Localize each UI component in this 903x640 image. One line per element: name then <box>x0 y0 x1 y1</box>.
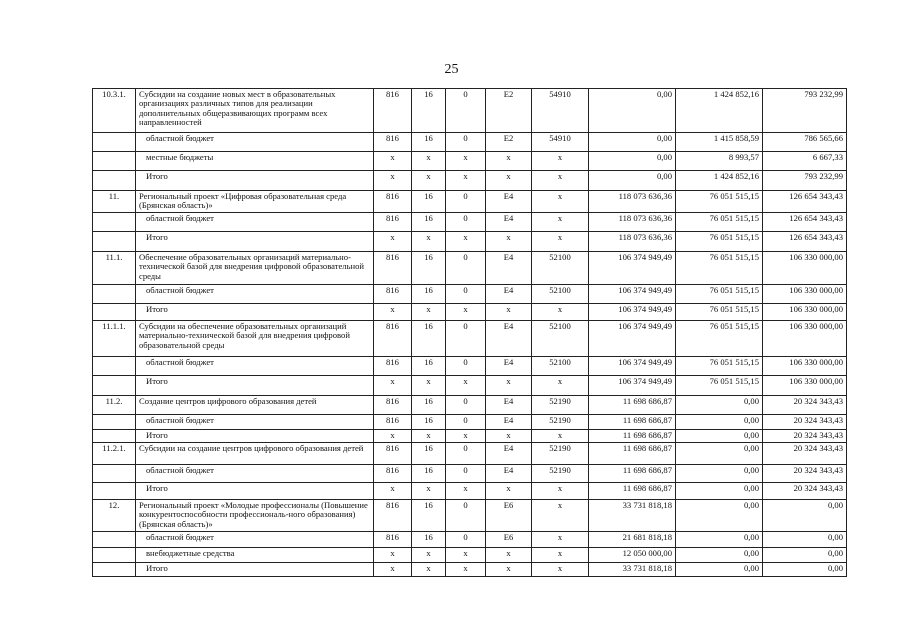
amount-year3-cell: 126 654 343,43 <box>763 191 847 213</box>
row-number-cell <box>93 376 136 396</box>
amount-year3-cell: 106 330 000,00 <box>763 357 847 376</box>
amount-year2-cell: 76 051 515,15 <box>676 213 763 232</box>
amount-year1-cell: 11 698 686,87 <box>589 415 676 430</box>
amount-year1-cell: 11 698 686,87 <box>589 465 676 483</box>
code-pr-cell: x <box>446 430 486 443</box>
code-pr-cell: 0 <box>446 285 486 304</box>
amount-year1-cell: 106 374 949,49 <box>589 252 676 285</box>
table-row <box>93 152 847 171</box>
code-pr-cell: 0 <box>446 252 486 285</box>
description-cell: Итого <box>136 376 374 396</box>
code-direction-cell: x <box>532 548 589 563</box>
code-rz-cell: 16 <box>412 285 446 304</box>
amount-year1-cell: 106 374 949,49 <box>589 376 676 396</box>
code-gr-cell: x <box>374 483 412 500</box>
code-rz-cell: x <box>412 304 446 321</box>
table-row <box>93 500 847 532</box>
description-cell: местные бюджеты <box>136 152 374 171</box>
amount-year1-cell: 106 374 949,49 <box>589 321 676 357</box>
row-number-cell <box>93 415 136 430</box>
code-pr-cell: x <box>446 483 486 500</box>
code-direction-cell: 52190 <box>532 415 589 430</box>
code-rz-cell: x <box>412 430 446 443</box>
code-direction-cell: 52100 <box>532 357 589 376</box>
amount-year1-cell: 106 374 949,49 <box>589 357 676 376</box>
code-gr-cell: 816 <box>374 89 412 133</box>
row-number-cell <box>93 548 136 563</box>
code-pr-cell: x <box>446 304 486 321</box>
table-row <box>93 357 847 376</box>
code-rz-cell: 16 <box>412 465 446 483</box>
row-number-cell <box>93 171 136 191</box>
table-row <box>93 133 847 152</box>
code-project-cell: E4 <box>486 465 532 483</box>
code-pr-cell: x <box>446 376 486 396</box>
amount-year2-cell: 0,00 <box>676 563 763 577</box>
amount-year1-cell: 118 073 636,36 <box>589 191 676 213</box>
amount-year3-cell: 106 330 000,00 <box>763 376 847 396</box>
row-number-cell <box>93 152 136 171</box>
row-number-cell <box>93 285 136 304</box>
code-gr-cell: 816 <box>374 532 412 548</box>
code-project-cell: x <box>486 563 532 577</box>
table-row <box>93 396 847 415</box>
code-pr-cell: x <box>446 232 486 252</box>
row-number-cell <box>93 563 136 577</box>
amount-year1-cell: 0,00 <box>589 133 676 152</box>
amount-year1-cell: 118 073 636,36 <box>589 213 676 232</box>
code-pr-cell: 0 <box>446 133 486 152</box>
row-number-cell <box>93 430 136 443</box>
amount-year3-cell: 106 330 000,00 <box>763 321 847 357</box>
table-row <box>93 304 847 321</box>
code-pr-cell: 0 <box>446 500 486 532</box>
amount-year2-cell: 1 415 858,59 <box>676 133 763 152</box>
code-pr-cell: 0 <box>446 357 486 376</box>
amount-year2-cell: 1 424 852,16 <box>676 171 763 191</box>
code-direction-cell: 52100 <box>532 285 589 304</box>
amount-year3-cell: 126 654 343,43 <box>763 232 847 252</box>
row-number-cell <box>93 483 136 500</box>
code-project-cell: x <box>486 430 532 443</box>
table-row <box>93 532 847 548</box>
amount-year3-cell: 793 232,99 <box>763 89 847 133</box>
code-project-cell: E4 <box>486 415 532 430</box>
code-gr-cell: 816 <box>374 465 412 483</box>
code-rz-cell: x <box>412 376 446 396</box>
code-gr-cell: 816 <box>374 213 412 232</box>
code-gr-cell: 816 <box>374 443 412 465</box>
amount-year2-cell: 76 051 515,15 <box>676 232 763 252</box>
code-project-cell: x <box>486 232 532 252</box>
code-gr-cell: 816 <box>374 191 412 213</box>
code-direction-cell: 54910 <box>532 133 589 152</box>
amount-year2-cell: 76 051 515,15 <box>676 191 763 213</box>
table-row <box>93 191 847 213</box>
amount-year2-cell: 0,00 <box>676 500 763 532</box>
amount-year2-cell: 0,00 <box>676 396 763 415</box>
amount-year3-cell: 0,00 <box>763 532 847 548</box>
code-rz-cell: 16 <box>412 500 446 532</box>
table-row <box>93 252 847 285</box>
code-direction-cell: x <box>532 152 589 171</box>
description-cell: Итого <box>136 430 374 443</box>
amount-year3-cell: 0,00 <box>763 563 847 577</box>
row-number-cell: 11. <box>93 191 136 213</box>
table-row <box>93 415 847 430</box>
amount-year3-cell: 106 330 000,00 <box>763 304 847 321</box>
description-cell: Итого <box>136 232 374 252</box>
description-cell: областной бюджет <box>136 415 374 430</box>
amount-year2-cell: 0,00 <box>676 548 763 563</box>
code-pr-cell: 0 <box>446 89 486 133</box>
code-direction-cell: x <box>532 376 589 396</box>
code-direction-cell: x <box>532 483 589 500</box>
amount-year2-cell: 0,00 <box>676 532 763 548</box>
code-gr-cell: 816 <box>374 252 412 285</box>
code-gr-cell: x <box>374 376 412 396</box>
code-project-cell: E4 <box>486 396 532 415</box>
code-direction-cell: x <box>532 430 589 443</box>
amount-year2-cell: 76 051 515,15 <box>676 321 763 357</box>
code-project-cell: x <box>486 304 532 321</box>
amount-year1-cell: 0,00 <box>589 89 676 133</box>
description-cell: внебюджетные средства <box>136 548 374 563</box>
amount-year1-cell: 0,00 <box>589 171 676 191</box>
code-pr-cell: 0 <box>446 321 486 357</box>
description-cell: Обеспечение образовательных организаций материально-технической базой для внедрения цифровой образовательной среды <box>136 252 374 285</box>
code-project-cell: E4 <box>486 285 532 304</box>
code-rz-cell: 16 <box>412 443 446 465</box>
description-cell: Создание центров цифрового образования детей <box>136 396 374 415</box>
code-rz-cell: x <box>412 171 446 191</box>
code-rz-cell: x <box>412 152 446 171</box>
description-cell: областной бюджет <box>136 532 374 548</box>
row-number-cell: 11.2.1. <box>93 443 136 465</box>
code-gr-cell: 816 <box>374 500 412 532</box>
description-cell: Субсидии на создание новых мест в образовательных организациях различных типов для реализации дополнительных общеразвивающих программ всех направленностей <box>136 89 374 133</box>
code-rz-cell: 16 <box>412 89 446 133</box>
code-gr-cell: 816 <box>374 321 412 357</box>
amount-year2-cell: 1 424 852,16 <box>676 89 763 133</box>
code-direction-cell: x <box>532 532 589 548</box>
code-pr-cell: 0 <box>446 213 486 232</box>
description-cell: областной бюджет <box>136 357 374 376</box>
description-cell: областной бюджет <box>136 133 374 152</box>
code-project-cell: x <box>486 376 532 396</box>
code-direction-cell: x <box>532 500 589 532</box>
description-cell: Итого <box>136 563 374 577</box>
table-row <box>93 232 847 252</box>
table-row <box>93 321 847 357</box>
table-row <box>93 376 847 396</box>
code-direction-cell: x <box>532 563 589 577</box>
code-project-cell: E4 <box>486 252 532 285</box>
amount-year2-cell: 76 051 515,15 <box>676 304 763 321</box>
code-project-cell: E4 <box>486 321 532 357</box>
amount-year2-cell: 8 993,57 <box>676 152 763 171</box>
code-project-cell: E6 <box>486 532 532 548</box>
amount-year1-cell: 11 698 686,87 <box>589 443 676 465</box>
row-number-cell <box>93 213 136 232</box>
code-direction-cell: x <box>532 304 589 321</box>
code-gr-cell: x <box>374 304 412 321</box>
code-project-cell: E6 <box>486 500 532 532</box>
amount-year3-cell: 786 565,66 <box>763 133 847 152</box>
row-number-cell: 12. <box>93 500 136 532</box>
code-gr-cell: 816 <box>374 415 412 430</box>
amount-year1-cell: 12 050 000,00 <box>589 548 676 563</box>
amount-year2-cell: 76 051 515,15 <box>676 357 763 376</box>
amount-year1-cell: 118 073 636,36 <box>589 232 676 252</box>
code-rz-cell: 16 <box>412 321 446 357</box>
code-pr-cell: x <box>446 152 486 171</box>
amount-year3-cell: 20 324 343,43 <box>763 430 847 443</box>
amount-year3-cell: 126 654 343,43 <box>763 213 847 232</box>
amount-year3-cell: 20 324 343,43 <box>763 443 847 465</box>
amount-year1-cell: 21 681 818,18 <box>589 532 676 548</box>
code-gr-cell: 816 <box>374 396 412 415</box>
code-direction-cell: 54910 <box>532 89 589 133</box>
amount-year1-cell: 106 374 949,49 <box>589 285 676 304</box>
description-cell: Субсидии на обеспечение образовательных организаций материально-технической базой для внедрения цифровой образовательной среды <box>136 321 374 357</box>
code-pr-cell: x <box>446 171 486 191</box>
code-project-cell: E4 <box>486 357 532 376</box>
code-direction-cell: 52100 <box>532 252 589 285</box>
code-project-cell: E4 <box>486 443 532 465</box>
code-rz-cell: x <box>412 563 446 577</box>
amount-year2-cell: 0,00 <box>676 465 763 483</box>
code-pr-cell: 0 <box>446 415 486 430</box>
amount-year3-cell: 20 324 343,43 <box>763 483 847 500</box>
table-body <box>93 89 847 577</box>
code-direction-cell: 52190 <box>532 443 589 465</box>
code-gr-cell: x <box>374 171 412 191</box>
table-row <box>93 285 847 304</box>
row-number-cell <box>93 465 136 483</box>
description-cell: областной бюджет <box>136 285 374 304</box>
code-rz-cell: x <box>412 548 446 563</box>
code-rz-cell: 16 <box>412 415 446 430</box>
description-cell: Субсидии на создание центров цифрового образования детей <box>136 443 374 465</box>
code-gr-cell: 816 <box>374 133 412 152</box>
code-direction-cell: x <box>532 213 589 232</box>
code-rz-cell: 16 <box>412 252 446 285</box>
code-project-cell: E4 <box>486 213 532 232</box>
description-cell: Региональный проект «Цифровая образовательная среда (Брянская область)» <box>136 191 374 213</box>
amount-year3-cell: 0,00 <box>763 500 847 532</box>
description-cell: областной бюджет <box>136 213 374 232</box>
code-rz-cell: x <box>412 232 446 252</box>
table-row <box>93 548 847 563</box>
code-rz-cell: x <box>412 483 446 500</box>
table-row <box>93 171 847 191</box>
description-cell: Итого <box>136 304 374 321</box>
row-number-cell <box>93 232 136 252</box>
amount-year3-cell: 20 324 343,43 <box>763 465 847 483</box>
code-gr-cell: x <box>374 563 412 577</box>
code-direction-cell: 52190 <box>532 465 589 483</box>
amount-year1-cell: 33 731 818,18 <box>589 500 676 532</box>
row-number-cell <box>93 357 136 376</box>
amount-year2-cell: 76 051 515,15 <box>676 252 763 285</box>
amount-year2-cell: 0,00 <box>676 483 763 500</box>
row-number-cell: 11.2. <box>93 396 136 415</box>
amount-year2-cell: 76 051 515,15 <box>676 285 763 304</box>
amount-year3-cell: 6 667,33 <box>763 152 847 171</box>
code-direction-cell: 52100 <box>532 321 589 357</box>
table-row <box>93 443 847 465</box>
row-number-cell: 10.3.1. <box>93 89 136 133</box>
code-pr-cell: 0 <box>446 191 486 213</box>
description-cell: Итого <box>136 171 374 191</box>
table-row <box>93 430 847 443</box>
code-pr-cell: x <box>446 548 486 563</box>
page-number: 25 <box>444 62 459 77</box>
code-rz-cell: 16 <box>412 396 446 415</box>
amount-year1-cell: 106 374 949,49 <box>589 304 676 321</box>
row-number-cell: 11.1. <box>93 252 136 285</box>
row-number-cell <box>93 133 136 152</box>
code-gr-cell: x <box>374 152 412 171</box>
code-rz-cell: 16 <box>412 191 446 213</box>
code-project-cell: x <box>486 548 532 563</box>
description-cell: Итого <box>136 483 374 500</box>
row-number-cell <box>93 532 136 548</box>
table-row <box>93 563 847 577</box>
code-pr-cell: 0 <box>446 465 486 483</box>
amount-year1-cell: 0,00 <box>589 152 676 171</box>
code-project-cell: x <box>486 152 532 171</box>
code-direction-cell: 52190 <box>532 396 589 415</box>
amount-year2-cell: 0,00 <box>676 430 763 443</box>
code-project-cell: E2 <box>486 89 532 133</box>
budget-table <box>92 88 847 577</box>
table-row <box>93 89 847 133</box>
amount-year1-cell: 11 698 686,87 <box>589 430 676 443</box>
amount-year3-cell: 106 330 000,00 <box>763 252 847 285</box>
amount-year2-cell: 76 051 515,15 <box>676 376 763 396</box>
code-pr-cell: 0 <box>446 532 486 548</box>
description-cell: Региональный проект «Молодые профессионалы (Повышение конкурентоспособности профессиональ-ного образования) (Брянская область)» <box>136 500 374 532</box>
amount-year2-cell: 0,00 <box>676 443 763 465</box>
code-gr-cell: 816 <box>374 285 412 304</box>
code-rz-cell: 16 <box>412 133 446 152</box>
code-project-cell: x <box>486 171 532 191</box>
code-project-cell: x <box>486 483 532 500</box>
amount-year3-cell: 793 232,99 <box>763 171 847 191</box>
code-gr-cell: x <box>374 430 412 443</box>
amount-year2-cell: 0,00 <box>676 415 763 430</box>
amount-year1-cell: 11 698 686,87 <box>589 396 676 415</box>
code-pr-cell: 0 <box>446 396 486 415</box>
code-direction-cell: x <box>532 171 589 191</box>
code-pr-cell: x <box>446 563 486 577</box>
code-gr-cell: x <box>374 548 412 563</box>
code-direction-cell: x <box>532 232 589 252</box>
table-row <box>93 213 847 232</box>
code-project-cell: E2 <box>486 133 532 152</box>
amount-year3-cell: 106 330 000,00 <box>763 285 847 304</box>
code-project-cell: E4 <box>486 191 532 213</box>
table-row <box>93 483 847 500</box>
code-rz-cell: 16 <box>412 532 446 548</box>
amount-year3-cell: 0,00 <box>763 548 847 563</box>
row-number-cell: 11.1.1. <box>93 321 136 357</box>
code-direction-cell: x <box>532 191 589 213</box>
amount-year3-cell: 20 324 343,43 <box>763 415 847 430</box>
row-number-cell <box>93 304 136 321</box>
description-cell: областной бюджет <box>136 465 374 483</box>
code-gr-cell: 816 <box>374 357 412 376</box>
amount-year1-cell: 33 731 818,18 <box>589 563 676 577</box>
code-rz-cell: 16 <box>412 213 446 232</box>
code-pr-cell: 0 <box>446 443 486 465</box>
code-gr-cell: x <box>374 232 412 252</box>
amount-year1-cell: 11 698 686,87 <box>589 483 676 500</box>
table-row <box>93 465 847 483</box>
amount-year3-cell: 20 324 343,43 <box>763 396 847 415</box>
code-rz-cell: 16 <box>412 357 446 376</box>
